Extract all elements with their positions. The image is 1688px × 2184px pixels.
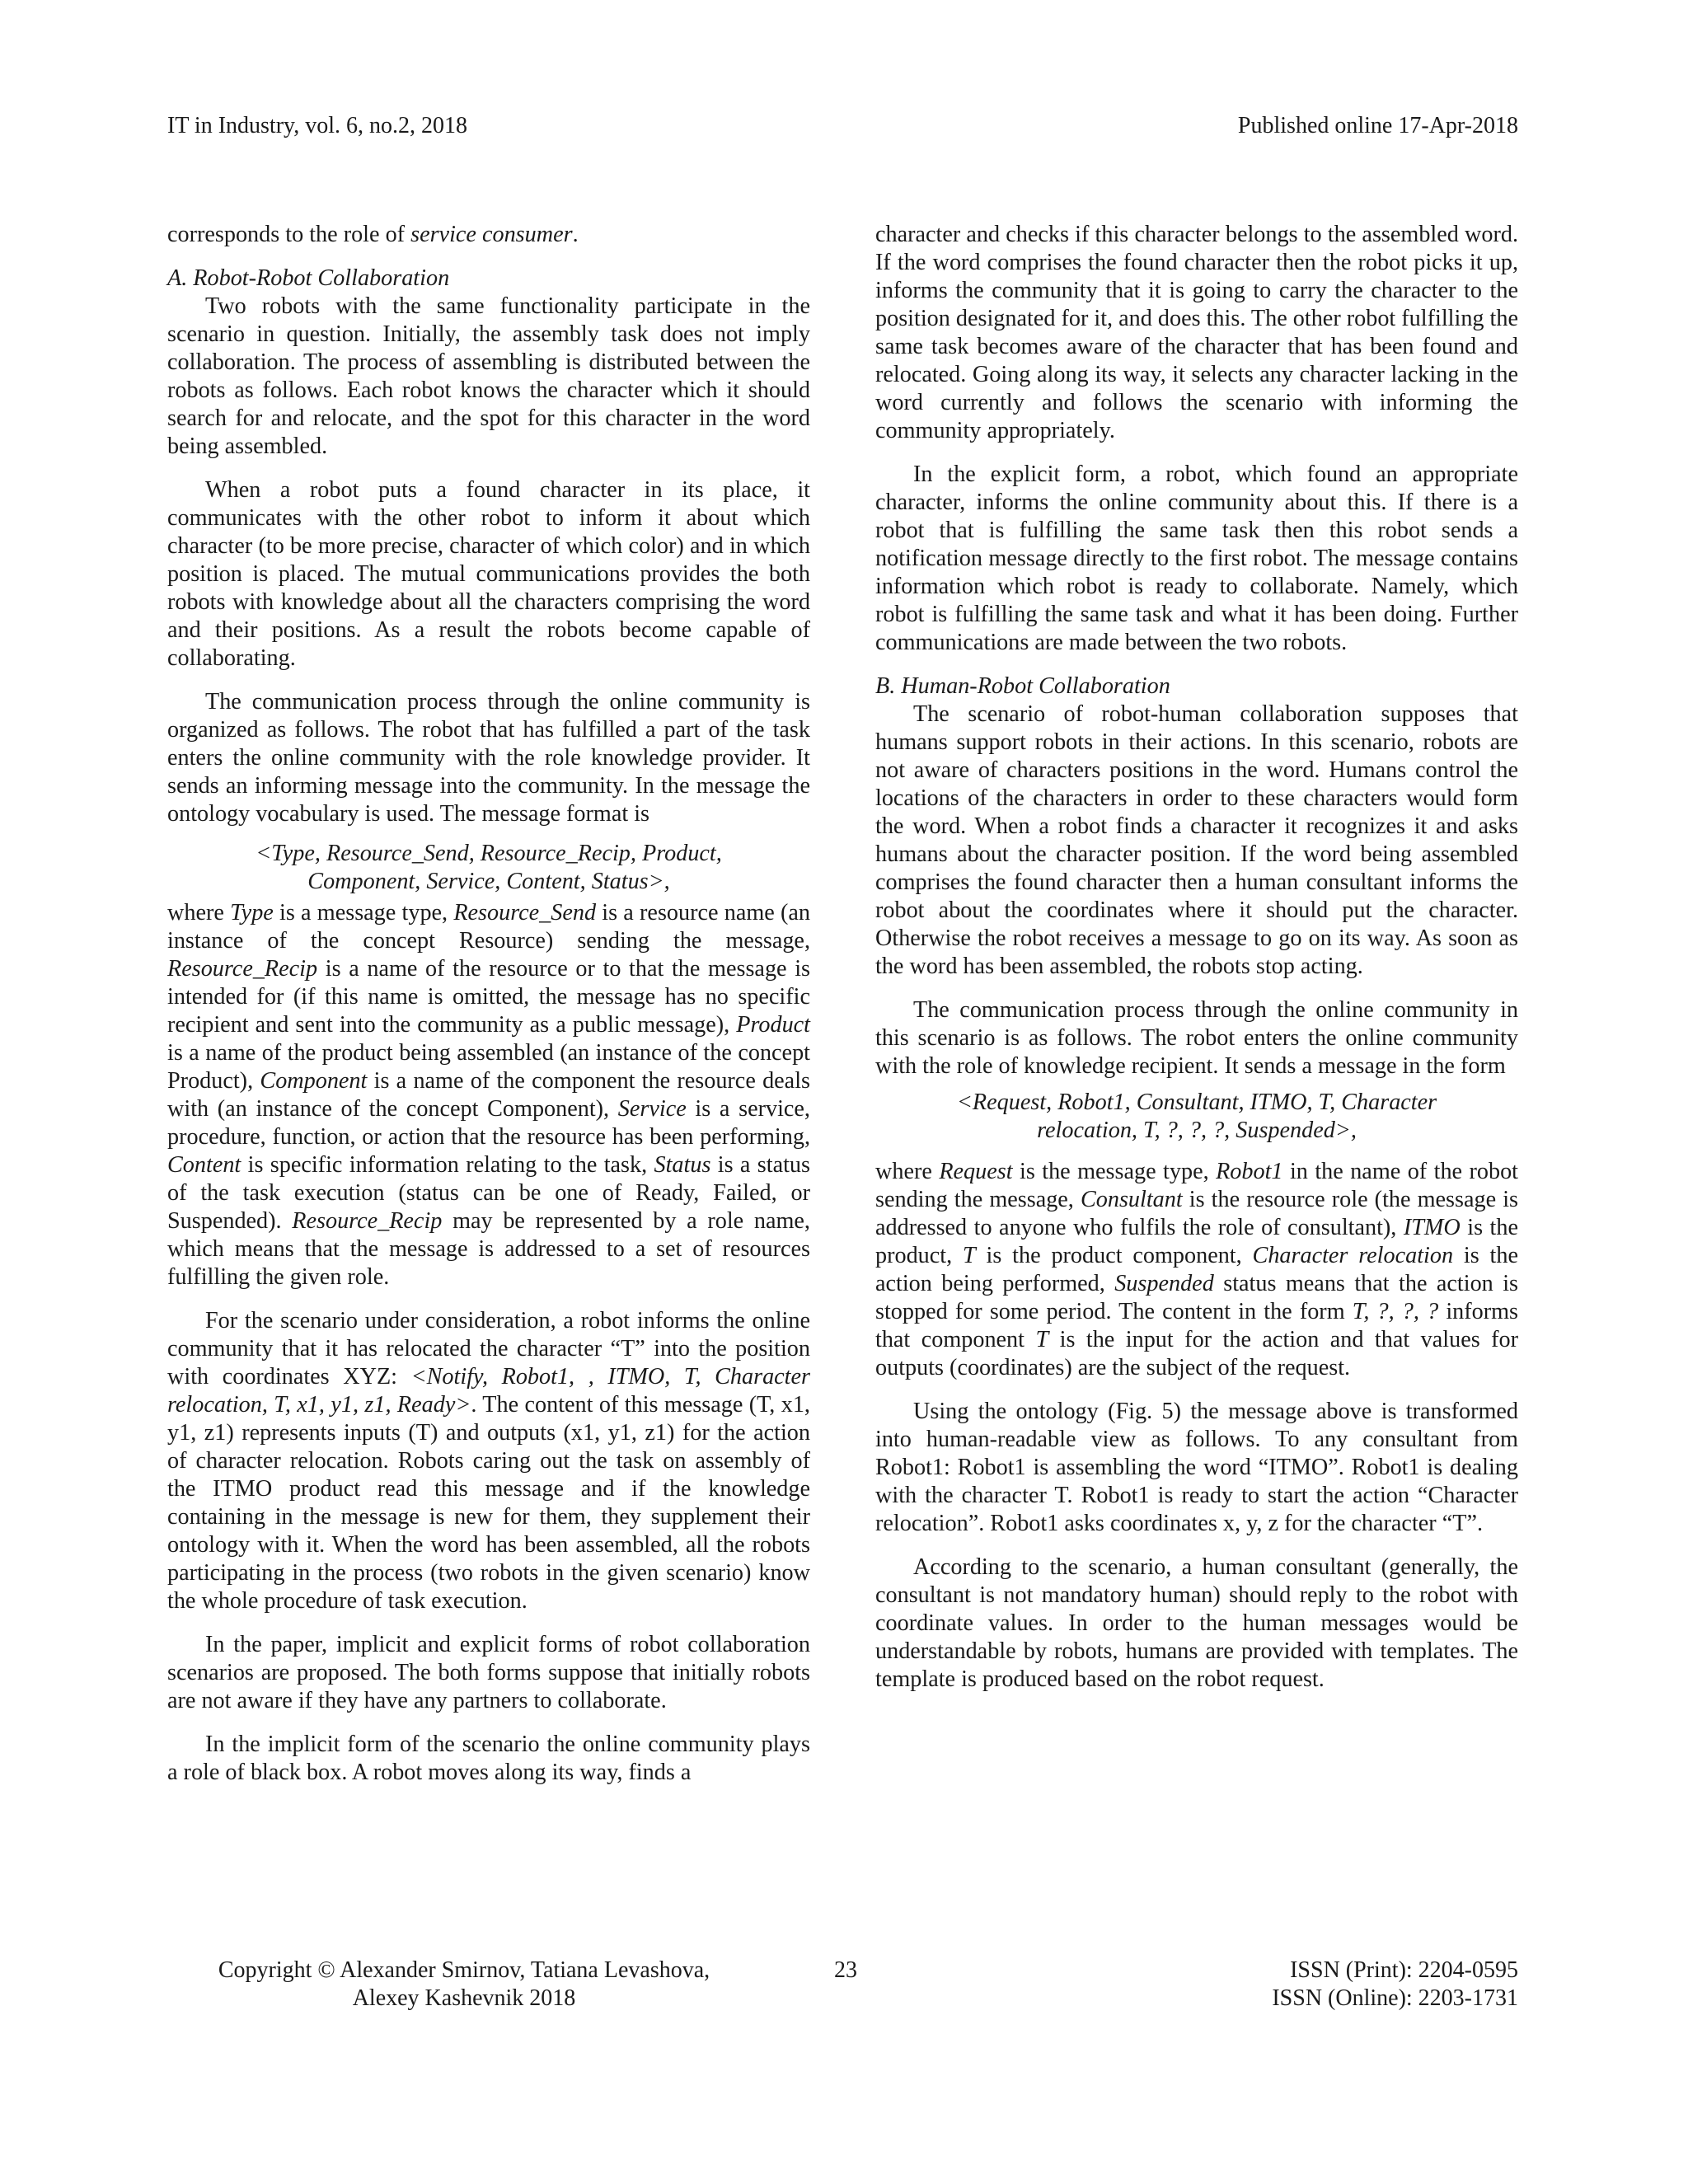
paragraph: For the scenario under consideration, a robot informs the online community that it has relocated the character “T” into the position with coordinates XYZ: <Notify, Robot1, , ITMO, T, Character relocation, T, x1, y1, z1, Ready>. The content of this message (T, x1, y1, z1) represents inputs (T) and outputs (x1, y1, z1) for the action of character relocation. Robots caring out the task on assembly of the ITMO product read this message and if the knowledge containing in the message is new for them, they supplement their ontology with it. When the word has been assembled, all the robots participating in the process (two robots in the given scenario) know the whole procedure of task execution. — [167, 1308, 810, 1614]
paragraph: Two robots with the same functionality participate in the scenario in question. Initially, the assembly task does not imply collaboration. The process of assembling is distributed between the robots as follows. Each robot knows the character which it should search for and relocate, and the spot for this character in the word being assembled. — [167, 293, 810, 459]
section-heading-b: B. Human-Robot Collaboration — [875, 673, 1170, 699]
left-column — [167, 221, 810, 1802]
paragraph: In the paper, implicit and explicit forms of robot collaboration scenarios are proposed. The both forms suppose that initially robots are not aware if they have any partners to collaborate. — [167, 1632, 810, 1713]
copyright-notice: Copyright © Alexander Smirnov, Tatiana Levashova, Alexey Kashevnik 2018 — [218, 1957, 710, 2011]
paragraph: In the explicit form, a robot, which found an appropriate character, informs the online community about this. If there is a robot that is fulfilling the same task then this robot sends a notification message directly to the first robot. The message contains information which robot is ready to collaborate. Namely, which robot is fulfilling the same task and what it has been doing. Further communications are made between the two robots. — [875, 462, 1518, 655]
section-heading-a: A. Robot-Robot Collaboration — [167, 265, 450, 291]
journal-header: IT in Industry, vol. 6, no.2, 2018 — [167, 113, 467, 138]
message-format: <Request, Robot1, Consultant, ITMO, T, Character relocation, T, ?, ?, ?, Suspended>, — [956, 1090, 1437, 1143]
publication-date: Published online 17-Apr-2018 — [1237, 113, 1518, 138]
issn-block: ISSN (Print): 2204-0595 ISSN (Online): 2203-1731 — [1272, 1957, 1518, 2011]
paragraph: Using the ontology (Fig. 5) the message above is transformed into human-readable view as follows. To any consultant from Robot1: Robot1 is assembling the word “ITMO”. Robot1 is dealing with the character T. Robot1 is ready to start the action “Character relocation”. Robot1 asks coordinates x, y, z for the character “T”. — [875, 1399, 1518, 1536]
paragraph: In the implicit form of the scenario the online community plays a role of black box. A robot moves along its way, finds a — [167, 1732, 810, 1785]
page-number: 23 — [834, 1957, 857, 1983]
intro-paragraph: corresponds to the role of service consumer. — [167, 222, 579, 247]
paragraph: The communication process through the online community is organized as follows. The robot that has fulfilled a part of the task enters the online community with the role knowledge provider. It sends an informing message into the community. In the message the ontology vocabulary is used. The message format is — [167, 689, 810, 827]
paragraph: where Type is a message type, Resource_Send is a resource name (an instance of the concept Resource) sending the message, Resource_Recip is a name of the resource or to that the message is intended for (if this name is omitted, the message has no specific recipient and sent into the community as a public message), Product is a name of the product being assembled (an instance of the concept Product), Component is a name of the component the resource deals with (an instance of the concept Component), Service is a service, procedure, function, or action that the resource has been performing, Content is specific information relating to the task, Status is a status of the task execution (status can be one of Ready, Failed, or Suspended). Resource_Recip may be represented by a role name, which means that the message is addressed to a set of resources fulfilling the given role. — [167, 900, 810, 1290]
right-column — [875, 221, 1518, 1709]
paragraph: The scenario of robot-human collaboration supposes that humans support robots in their actions. In this scenario, robots are not aware of characters positions in the word. Humans control the locations of the characters in order to these characters would form the word. When a robot finds a character it recognizes it and asks humans about the character position. If the word being assembled comprises the found character then a human consultant informs the robot about the coordinates where it should put the character. Otherwise the robot receives a message to go on its way. As soon as the word has been assembled, the robots stop acting. — [875, 701, 1518, 979]
paragraph: According to the scenario, a human consultant (generally, the consultant is not mandatory human) should reply to the robot with coordinate values. In order to the human messages would be understandable by robots, humans are provided with templates. The template is produced based on the robot request. — [875, 1554, 1518, 1692]
message-format: <Type, Resource_Send, Resource_Recip, Product, Component, Service, Content, Status>, — [256, 841, 722, 894]
paragraph: When a robot puts a found character in its place, it communicates with the other robot to inform it about which character (to be more precise, character of which color) and in which position is placed. The mutual communications provides the both robots with knowledge about all the characters comprising the word and their positions. As a result the robots become capable of collaborating. — [167, 477, 810, 671]
paragraph: where Request is the message type, Robot1 in the name of the robot sending the message, Consultant is the resource role (the message is addressed to anyone who fulfils the role of consultant), ITMO is the product, T is the product component, Character relocation is the action being performed, Suspended status means that the action is stopped for some period. The content in the form T, ?, ?, ? informs that component T is the input for the action and that values for outputs (coordinates) are the subject of the request. — [875, 1159, 1519, 1380]
paragraph: The communication process through the online community in this scenario is as follows. The robot enters the online community with the role of knowledge recipient. It sends a message in the form — [875, 997, 1518, 1079]
paragraph: character and checks if this character belongs to the assembled word. If the word comprises the found character then the robot picks it up, informs the community that it is going to carry the character to the position designated for it, and does this. The other robot fulfilling the same task becomes aware of the character that has been found and relocated. Going along its way, it selects any character lacking in the word currently and follows the scenario with informing the community appropriately. — [875, 222, 1518, 443]
